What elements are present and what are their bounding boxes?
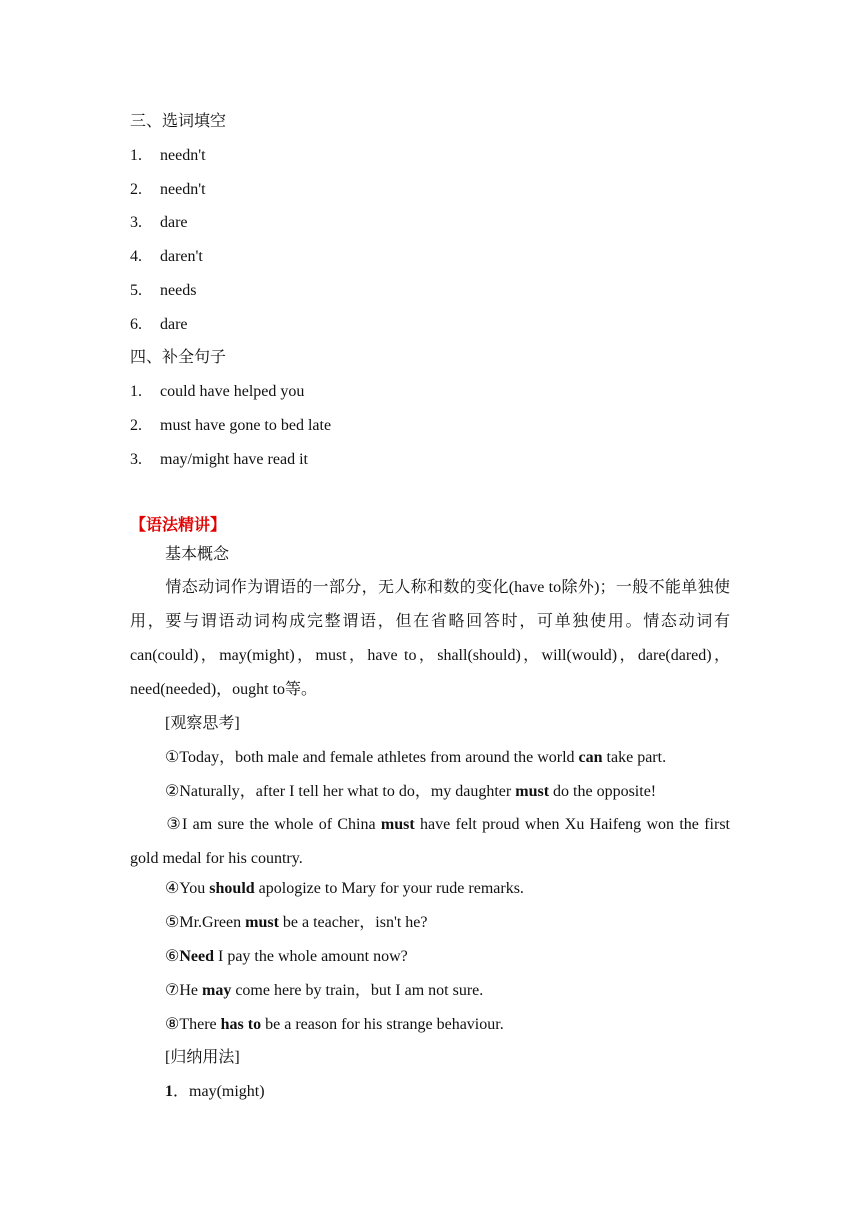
modal-verb: Need [179, 948, 214, 965]
list-item [130, 213, 188, 233]
modal-verb: can [578, 749, 603, 766]
item-text: could have helped you [160, 383, 305, 400]
example-sentence: ①Today，both male and female athletes from around the world can take part. [165, 749, 667, 766]
usage-text: may(might) [189, 1083, 265, 1100]
item-text: needn't [160, 181, 206, 198]
list-item [130, 146, 206, 166]
modal-verb: must [380, 816, 415, 833]
example-sentence: ⑦He may come here by train，but I am not sure. [165, 982, 484, 999]
item-number: 3. [130, 214, 142, 231]
example-sentence: ⑤Mr.Green must be a teacher，isn't he? [165, 914, 428, 931]
list-item [130, 281, 196, 301]
example-sentence: ⑧There has to be a reason for his strange behaviour. [165, 1016, 504, 1033]
example-sentence: ②Naturally，after I tell her what to do，my daughter must do the opposite! [165, 783, 657, 800]
usage-heading: 1．may(might) [165, 1083, 265, 1100]
item-number: 1. [130, 147, 142, 164]
section3-heading: 三、选词填空 [130, 113, 227, 130]
list-item [130, 180, 206, 200]
modal-verb: must [245, 914, 279, 931]
summary-label: [归纳用法] [165, 1049, 240, 1066]
item-number: 2. [130, 417, 142, 434]
modal-verb: should [209, 880, 255, 897]
list-item [130, 315, 188, 335]
item-number: 3. [130, 451, 142, 468]
concept-heading: 基本概念 [165, 546, 230, 563]
item-number: 5. [130, 282, 142, 299]
list-item [130, 416, 331, 436]
item-text: dare [160, 214, 188, 231]
list-item [130, 450, 308, 470]
modal-verb: may [202, 982, 232, 999]
item-number: 2. [130, 181, 142, 198]
modal-verb: must [515, 783, 550, 800]
item-text: dare [160, 316, 188, 333]
usage-number: 1 [165, 1083, 173, 1100]
item-number: 1. [130, 383, 142, 400]
section4-heading: 四、补全句子 [130, 349, 227, 366]
item-text: daren't [160, 248, 203, 265]
example-sentence: ⑥Need I pay the whole amount now? [165, 948, 408, 965]
concept-paragraph [130, 571, 730, 707]
example-sentence: ③I am sure the whole of China must have felt proud when Xu Haifeng won the first gold medal for his country. [130, 816, 730, 867]
grammar-title: 【语法精讲】 [130, 517, 227, 534]
item-text: needs [160, 282, 197, 299]
item-text: needn't [160, 147, 206, 164]
list-item [130, 247, 203, 267]
item-text: may/might have read it [160, 451, 308, 468]
example-sentence: ④You should apologize to Mary for your rude remarks. [165, 880, 524, 897]
item-text: must have gone to bed late [160, 417, 332, 434]
item-number: 6. [130, 316, 142, 333]
list-item [130, 382, 304, 402]
item-number: 4. [130, 248, 142, 265]
modal-verb: has to [220, 1016, 262, 1033]
observe-label: [观察思考] [165, 715, 240, 732]
concept-text: 情态动词作为谓语的一部分，无人称和数的变化(have to除外)；一般不能单独使用，要与谓语动词构成完整谓语，但在省略回答时，可单独使用。情态动词有can(could)，may(might)，must，have to，shall(should)，will(would)，dare(dared)，need(needed)，ought to等。 [130, 579, 730, 698]
